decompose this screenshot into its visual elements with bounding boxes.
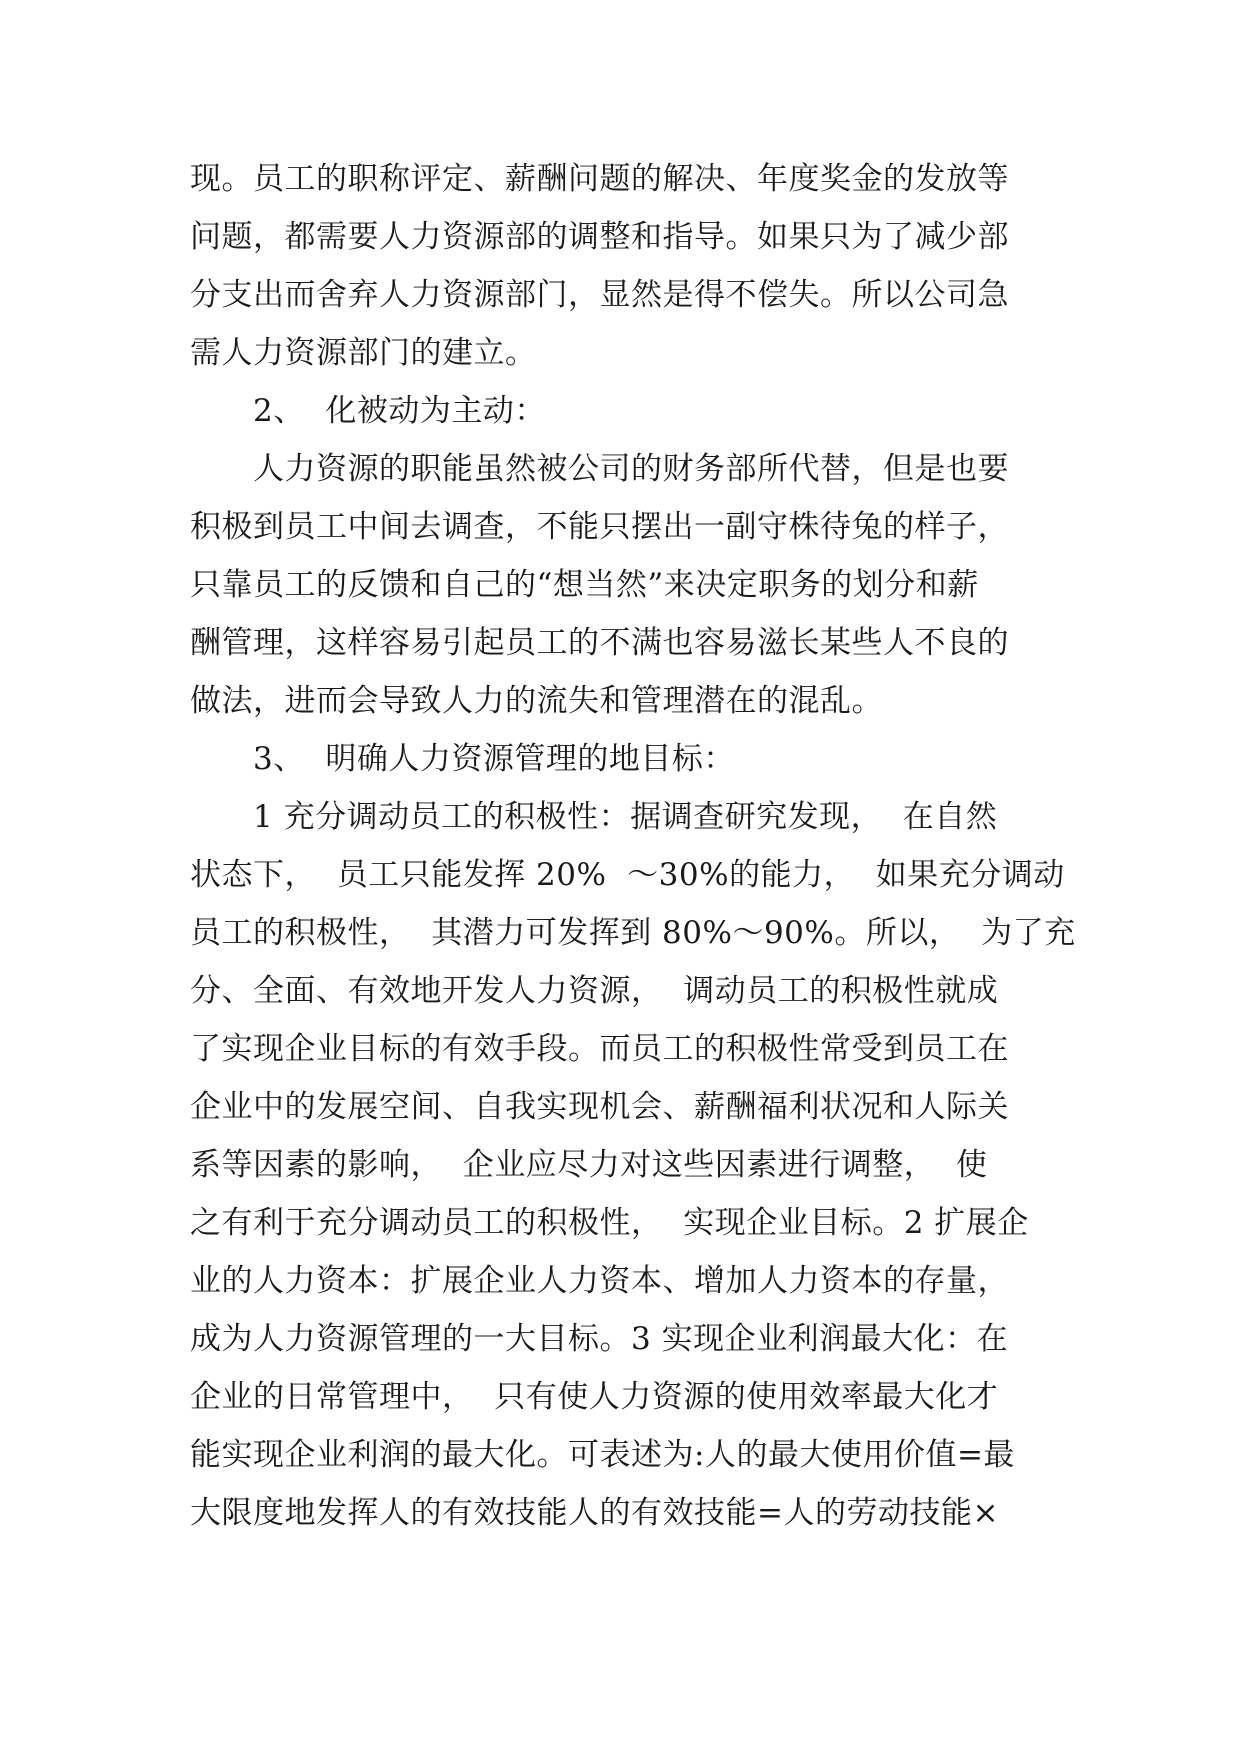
text-line: 现。员工的职称评定、薪酬问题的解决、年度奖金的发放等 bbox=[190, 161, 1009, 197]
text-line: 分支出而舍弃人力资源部门，显然是得不偿失。所以公司急 bbox=[190, 277, 1009, 313]
text-line: 企业中的发展空间、自我实现机会、薪酬福利状况和人际关 bbox=[190, 1089, 1009, 1125]
text-line: 状态下， 员工只能发挥 20% ～30%的能力， 如果充分调动 bbox=[190, 857, 1065, 893]
text-line: 之有利于充分调动员工的积极性， 实现企业目标。2 扩展企 bbox=[190, 1205, 1029, 1241]
text-line: 了实现企业目标的有效手段。而员工的积极性常受到员工在 bbox=[190, 1031, 1009, 1067]
text-line: 能实现企业利润的最大化。可表述为:人的最大使用价值=最 bbox=[190, 1437, 1015, 1473]
text-line: 3、 明确人力资源管理的地目标： bbox=[253, 741, 735, 777]
text-line: 成为人力资源管理的一大目标。3 实现企业利润最大化：在 bbox=[190, 1321, 1009, 1357]
text-line: 积极到员工中间去调查，不能只摆出一副守株待兔的样子， bbox=[190, 509, 1009, 545]
text-line: 人力资源的职能虽然被公司的财务部所代替，但是也要 bbox=[253, 451, 1009, 487]
text-line: 分、全面、有效地开发人力资源， 调动员工的积极性就成 bbox=[190, 973, 999, 1009]
text-line: 企业的日常管理中， 只有使人力资源的使用效率最大化才 bbox=[190, 1379, 999, 1415]
text-line: 员工的积极性， 其潜力可发挥到 80%～90%。所以， 为了充 bbox=[190, 915, 1076, 951]
text-line: 酬管理，这样容易引起员工的不满也容易滋长某些人不良的 bbox=[190, 625, 1009, 661]
text-line: 做法，进而会导致人力的流失和管理潜在的混乱。 bbox=[190, 683, 883, 719]
text-line: 大限度地发挥人的有效技能人的有效技能=人的劳动技能× bbox=[190, 1495, 999, 1531]
text-line: 业的人力资本：扩展企业人力资本、增加人力资本的存量， bbox=[190, 1263, 1009, 1299]
text-line: 只靠员工的反馈和自己的“想当然”来决定职务的划分和薪 bbox=[190, 567, 979, 603]
text-line: 问题，都需要人力资源部的调整和指导。如果只为了减少部 bbox=[190, 219, 1009, 255]
text-line: 1 充分调动员工的积极性：据调查研究发现， 在自然 bbox=[253, 799, 998, 835]
document-body bbox=[190, 150, 1076, 1542]
text-line: 需人力资源部门的建立。 bbox=[190, 335, 537, 371]
text-line: 系等因素的影响， 企业应尽力对这些因素进行调整， 使 bbox=[190, 1147, 988, 1183]
text-line: 2、 化被动为主动： bbox=[253, 393, 546, 429]
